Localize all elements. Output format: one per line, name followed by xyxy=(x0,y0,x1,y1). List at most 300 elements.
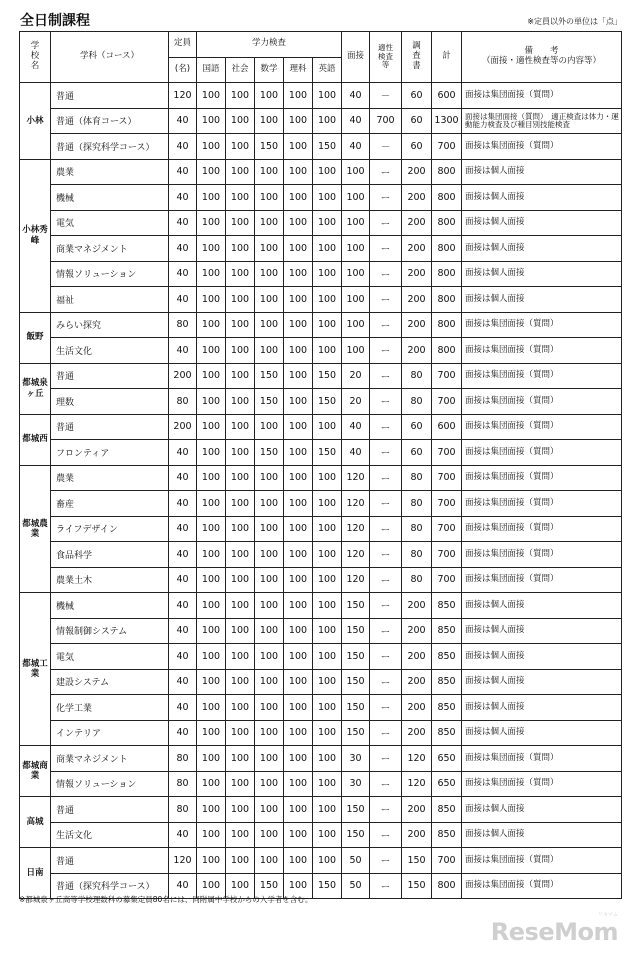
total-cell: 700 xyxy=(432,389,462,415)
capacity-cell: 80 xyxy=(169,771,197,797)
school-name-cell: 日南 xyxy=(20,848,51,899)
interview-cell: 100 xyxy=(342,312,370,338)
dept-cell: 機械 xyxy=(51,593,169,619)
score-japanese-cell: 100 xyxy=(197,746,226,772)
score-social-cell: 100 xyxy=(226,797,255,823)
school-name-cell: 高城 xyxy=(20,797,51,848)
report-cell: 60 xyxy=(402,134,432,160)
score-social-cell: 100 xyxy=(226,848,255,874)
header-subject-japanese: 国語 xyxy=(197,57,226,83)
interview-cell: 120 xyxy=(342,516,370,542)
report-cell: 200 xyxy=(402,797,432,823)
score-english-cell: 100 xyxy=(313,618,342,644)
interview-cell: 150 xyxy=(342,797,370,823)
score-japanese-cell: 100 xyxy=(197,363,226,389)
table-row xyxy=(20,848,622,874)
score-social-cell: 100 xyxy=(226,210,255,236)
school-name-cell: 小林秀峰 xyxy=(20,159,51,312)
exam-score-table xyxy=(19,31,622,899)
score-japanese-cell: 100 xyxy=(197,848,226,874)
remark-cell: 面接は集団面接（質問） xyxy=(462,363,622,389)
score-math-cell: 150 xyxy=(255,873,284,899)
score-social-cell: 100 xyxy=(226,873,255,899)
score-japanese-cell: 100 xyxy=(197,159,226,185)
score-math-cell: 100 xyxy=(255,593,284,619)
report-cell: 150 xyxy=(402,873,432,899)
school-name-cell: 都城泉ヶ丘 xyxy=(20,363,51,414)
table-row xyxy=(20,797,622,823)
interview-cell: 100 xyxy=(342,287,370,313)
score-science-cell: 100 xyxy=(284,261,313,287)
table-row xyxy=(20,491,622,517)
score-social-cell: 100 xyxy=(226,236,255,262)
capacity-cell: 40 xyxy=(169,593,197,619)
score-science-cell: 100 xyxy=(284,593,313,619)
header-total: 計 xyxy=(432,32,462,83)
table-row xyxy=(20,695,622,721)
score-math-cell: 100 xyxy=(255,465,284,491)
capacity-cell: 40 xyxy=(169,210,197,236)
dept-cell: 商業マネジメント xyxy=(51,746,169,772)
dept-cell: 普通 xyxy=(51,363,169,389)
interview-cell: 150 xyxy=(342,618,370,644)
total-cell: 600 xyxy=(432,414,462,440)
score-science-cell: 100 xyxy=(284,797,313,823)
report-cell: 60 xyxy=(402,108,432,134)
interview-cell: 20 xyxy=(342,363,370,389)
score-english-cell: 100 xyxy=(313,210,342,236)
page-title: 全日制課程 xyxy=(20,13,90,29)
report-cell: 200 xyxy=(402,210,432,236)
score-english-cell: 100 xyxy=(313,287,342,313)
table-row xyxy=(20,159,622,185)
score-social-cell: 100 xyxy=(226,491,255,517)
table-body xyxy=(20,83,622,899)
score-japanese-cell: 100 xyxy=(197,236,226,262)
score-english-cell: 150 xyxy=(313,363,342,389)
total-cell: 1300 xyxy=(432,108,462,134)
aptitude-cell: ー xyxy=(370,771,402,797)
report-cell: 200 xyxy=(402,593,432,619)
school-name-cell: 都城西 xyxy=(20,414,51,465)
remark-cell: 面接は集団面接（質問） xyxy=(462,83,622,109)
report-cell: 200 xyxy=(402,312,432,338)
table-row xyxy=(20,414,622,440)
score-social-cell: 100 xyxy=(226,363,255,389)
capacity-cell: 80 xyxy=(169,389,197,415)
capacity-cell: 40 xyxy=(169,644,197,670)
score-science-cell: 100 xyxy=(284,822,313,848)
capacity-cell: 40 xyxy=(169,516,197,542)
score-english-cell: 100 xyxy=(313,720,342,746)
score-social-cell: 100 xyxy=(226,185,255,211)
header-subject-social: 社会 xyxy=(226,57,255,83)
remark-cell: 面接は個人面接 xyxy=(462,618,622,644)
dept-cell: 畜産 xyxy=(51,491,169,517)
aptitude-cell: ー xyxy=(370,363,402,389)
score-math-cell: 100 xyxy=(255,83,284,109)
dept-cell: 情報制御システム xyxy=(51,618,169,644)
score-social-cell: 100 xyxy=(226,261,255,287)
dept-cell: 普通 xyxy=(51,83,169,109)
score-social-cell: 100 xyxy=(226,771,255,797)
score-science-cell: 100 xyxy=(284,873,313,899)
score-science-cell: 100 xyxy=(284,236,313,262)
aptitude-cell: ー xyxy=(370,389,402,415)
capacity-cell: 40 xyxy=(169,465,197,491)
total-cell: 850 xyxy=(432,797,462,823)
capacity-cell: 40 xyxy=(169,440,197,466)
score-japanese-cell: 100 xyxy=(197,312,226,338)
table-row xyxy=(20,236,622,262)
report-cell: 80 xyxy=(402,389,432,415)
score-math-cell: 100 xyxy=(255,848,284,874)
report-cell: 200 xyxy=(402,236,432,262)
score-math-cell: 100 xyxy=(255,771,284,797)
aptitude-cell: ー xyxy=(370,873,402,899)
report-cell: 80 xyxy=(402,465,432,491)
score-english-cell: 100 xyxy=(313,414,342,440)
school-name-cell: 小林 xyxy=(20,83,51,160)
report-cell: 80 xyxy=(402,363,432,389)
score-social-cell: 100 xyxy=(226,822,255,848)
capacity-cell: 80 xyxy=(169,797,197,823)
interview-cell: 40 xyxy=(342,134,370,160)
aptitude-cell: ー xyxy=(370,746,402,772)
score-english-cell: 100 xyxy=(313,185,342,211)
remark-cell: 面接は個人面接 xyxy=(462,593,622,619)
aptitude-cell: ー xyxy=(370,567,402,593)
remark-cell: 面接は集団面接（質問） xyxy=(462,542,622,568)
score-english-cell: 100 xyxy=(313,644,342,670)
school-name-cell: 都城工業 xyxy=(20,593,51,746)
report-cell: 150 xyxy=(402,848,432,874)
score-japanese-cell: 100 xyxy=(197,210,226,236)
remark-cell: 面接は個人面接 xyxy=(462,261,622,287)
score-japanese-cell: 100 xyxy=(197,287,226,313)
total-cell: 850 xyxy=(432,720,462,746)
interview-cell: 120 xyxy=(342,465,370,491)
score-science-cell: 100 xyxy=(284,491,313,517)
score-social-cell: 100 xyxy=(226,516,255,542)
remark-cell: 面接は個人面接 xyxy=(462,822,622,848)
remark-cell: 面接は集団面接（質問） xyxy=(462,516,622,542)
header-interview: 面接 xyxy=(342,32,370,83)
remark-cell: 面接は集団面接（質問） xyxy=(462,567,622,593)
capacity-cell: 120 xyxy=(169,83,197,109)
score-social-cell: 100 xyxy=(226,440,255,466)
score-math-cell: 100 xyxy=(255,516,284,542)
remark-cell: 面接は集団面接（質問） 適正検査は体力・運動能力検査及び種目別技能検査 xyxy=(462,108,622,134)
score-japanese-cell: 100 xyxy=(197,873,226,899)
interview-cell: 150 xyxy=(342,720,370,746)
report-cell: 200 xyxy=(402,287,432,313)
total-cell: 700 xyxy=(432,491,462,517)
score-english-cell: 100 xyxy=(313,159,342,185)
score-english-cell: 100 xyxy=(313,491,342,517)
dept-cell: 普通 xyxy=(51,848,169,874)
interview-cell: 40 xyxy=(342,83,370,109)
capacity-cell: 40 xyxy=(169,338,197,364)
header-aptitude: 適性検査等 xyxy=(370,32,402,83)
score-math-cell: 100 xyxy=(255,185,284,211)
total-cell: 700 xyxy=(432,567,462,593)
score-english-cell: 150 xyxy=(313,389,342,415)
dept-cell: 普通（探究科学コース） xyxy=(51,134,169,160)
score-science-cell: 100 xyxy=(284,516,313,542)
score-math-cell: 100 xyxy=(255,338,284,364)
score-japanese-cell: 100 xyxy=(197,771,226,797)
capacity-cell: 40 xyxy=(169,542,197,568)
total-cell: 700 xyxy=(432,848,462,874)
dept-cell: 理数 xyxy=(51,389,169,415)
score-math-cell: 100 xyxy=(255,542,284,568)
score-english-cell: 100 xyxy=(313,822,342,848)
interview-cell: 100 xyxy=(342,185,370,211)
remark-cell: 面接は集団面接（質問） xyxy=(462,134,622,160)
total-cell: 800 xyxy=(432,185,462,211)
score-science-cell: 100 xyxy=(284,720,313,746)
score-japanese-cell: 100 xyxy=(197,516,226,542)
report-cell: 80 xyxy=(402,567,432,593)
report-cell: 80 xyxy=(402,491,432,517)
remark-cell: 面接は集団面接（質問） xyxy=(462,746,622,772)
capacity-cell: 40 xyxy=(169,720,197,746)
score-science-cell: 100 xyxy=(284,644,313,670)
score-japanese-cell: 100 xyxy=(197,338,226,364)
aptitude-cell: ー xyxy=(370,210,402,236)
aptitude-cell: ー xyxy=(370,644,402,670)
score-science-cell: 100 xyxy=(284,108,313,134)
table-row xyxy=(20,134,622,160)
capacity-cell: 40 xyxy=(169,134,197,160)
table-row xyxy=(20,261,622,287)
score-science-cell: 100 xyxy=(284,414,313,440)
school-name-cell: 飯野 xyxy=(20,312,51,363)
score-math-cell: 100 xyxy=(255,312,284,338)
remark-cell: 面接は集団面接（質問） xyxy=(462,338,622,364)
logo-subtext: リセマム xyxy=(598,912,618,918)
aptitude-cell: ー xyxy=(370,669,402,695)
remark-cell: 面接は個人面接 xyxy=(462,720,622,746)
score-english-cell: 100 xyxy=(313,797,342,823)
interview-cell: 20 xyxy=(342,389,370,415)
score-science-cell: 100 xyxy=(284,159,313,185)
score-science-cell: 100 xyxy=(284,363,313,389)
dept-cell: 農業 xyxy=(51,159,169,185)
score-social-cell: 100 xyxy=(226,644,255,670)
report-cell: 200 xyxy=(402,669,432,695)
score-science-cell: 100 xyxy=(284,185,313,211)
score-japanese-cell: 100 xyxy=(197,695,226,721)
capacity-cell: 40 xyxy=(169,873,197,899)
report-cell: 120 xyxy=(402,746,432,772)
capacity-cell: 40 xyxy=(169,618,197,644)
total-cell: 800 xyxy=(432,236,462,262)
interview-cell: 50 xyxy=(342,848,370,874)
remark-cell: 面接は集団面接（質問） xyxy=(462,848,622,874)
score-social-cell: 100 xyxy=(226,720,255,746)
total-cell: 800 xyxy=(432,338,462,364)
total-cell: 800 xyxy=(432,210,462,236)
remark-cell: 面接は集団面接（質問） xyxy=(462,414,622,440)
report-cell: 200 xyxy=(402,261,432,287)
aptitude-cell: ー xyxy=(370,848,402,874)
table-row xyxy=(20,363,622,389)
header-school: 学校名 xyxy=(20,32,51,83)
score-social-cell: 100 xyxy=(226,312,255,338)
score-english-cell: 150 xyxy=(313,440,342,466)
score-english-cell: 100 xyxy=(313,338,342,364)
report-cell: 200 xyxy=(402,644,432,670)
report-cell: 200 xyxy=(402,185,432,211)
dept-cell: インテリア xyxy=(51,720,169,746)
score-english-cell: 100 xyxy=(313,516,342,542)
score-english-cell: 100 xyxy=(313,465,342,491)
report-cell: 60 xyxy=(402,440,432,466)
header-report: 調査書 xyxy=(402,32,432,83)
report-cell: 200 xyxy=(402,159,432,185)
score-math-cell: 100 xyxy=(255,287,284,313)
dept-cell: みらい探究 xyxy=(51,312,169,338)
score-japanese-cell: 100 xyxy=(197,644,226,670)
dept-cell: フロンティア xyxy=(51,440,169,466)
score-social-cell: 100 xyxy=(226,669,255,695)
score-science-cell: 100 xyxy=(284,771,313,797)
unit-note: ※定員以外の単位は「点」 xyxy=(527,17,622,26)
score-english-cell: 100 xyxy=(313,567,342,593)
interview-cell: 40 xyxy=(342,108,370,134)
score-japanese-cell: 100 xyxy=(197,618,226,644)
header-academic: 学力検査 xyxy=(197,32,342,58)
aptitude-cell: ー xyxy=(370,236,402,262)
score-english-cell: 100 xyxy=(313,312,342,338)
dept-cell: 化学工業 xyxy=(51,695,169,721)
score-science-cell: 100 xyxy=(284,83,313,109)
header-capacity: 定員 xyxy=(169,32,197,58)
interview-cell: 100 xyxy=(342,261,370,287)
aptitude-cell: ー xyxy=(370,797,402,823)
dept-cell: 情報ソリューション xyxy=(51,261,169,287)
table-row xyxy=(20,185,622,211)
table-row xyxy=(20,822,622,848)
table-row xyxy=(20,83,622,109)
header-subject-math: 数学 xyxy=(255,57,284,83)
table-row xyxy=(20,287,622,313)
score-japanese-cell: 100 xyxy=(197,593,226,619)
remark-cell: 面接は個人面接 xyxy=(462,287,622,313)
score-math-cell: 100 xyxy=(255,746,284,772)
capacity-cell: 200 xyxy=(169,363,197,389)
capacity-cell: 40 xyxy=(169,261,197,287)
total-cell: 700 xyxy=(432,363,462,389)
score-japanese-cell: 100 xyxy=(197,440,226,466)
score-math-cell: 100 xyxy=(255,669,284,695)
score-math-cell: 150 xyxy=(255,134,284,160)
capacity-cell: 40 xyxy=(169,287,197,313)
score-japanese-cell: 100 xyxy=(197,491,226,517)
score-japanese-cell: 100 xyxy=(197,542,226,568)
total-cell: 800 xyxy=(432,159,462,185)
interview-cell: 150 xyxy=(342,669,370,695)
dept-cell: 農業 xyxy=(51,465,169,491)
score-science-cell: 100 xyxy=(284,287,313,313)
score-english-cell: 100 xyxy=(313,593,342,619)
dept-cell: 商業マネジメント xyxy=(51,236,169,262)
dept-cell: 普通（探究科学コース） xyxy=(51,873,169,899)
table-row xyxy=(20,108,622,134)
capacity-cell: 80 xyxy=(169,746,197,772)
table-row xyxy=(20,593,622,619)
score-social-cell: 100 xyxy=(226,287,255,313)
interview-cell: 120 xyxy=(342,542,370,568)
capacity-cell: 40 xyxy=(169,695,197,721)
score-social-cell: 100 xyxy=(226,567,255,593)
aptitude-cell: ー xyxy=(370,465,402,491)
score-social-cell: 100 xyxy=(226,746,255,772)
score-social-cell: 100 xyxy=(226,389,255,415)
score-japanese-cell: 100 xyxy=(197,720,226,746)
score-english-cell: 100 xyxy=(313,261,342,287)
score-math-cell: 100 xyxy=(255,210,284,236)
header-capacity-unit: (名) xyxy=(169,57,197,83)
table-row xyxy=(20,542,622,568)
table-row xyxy=(20,771,622,797)
report-cell: 60 xyxy=(402,414,432,440)
score-science-cell: 100 xyxy=(284,848,313,874)
score-japanese-cell: 100 xyxy=(197,185,226,211)
dept-cell: 電気 xyxy=(51,210,169,236)
score-english-cell: 100 xyxy=(313,771,342,797)
table-row xyxy=(20,210,622,236)
score-science-cell: 100 xyxy=(284,618,313,644)
table-row xyxy=(20,440,622,466)
header-subject-english: 英語 xyxy=(313,57,342,83)
dept-cell: 農業土木 xyxy=(51,567,169,593)
remark-cell: 面接は個人面接 xyxy=(462,644,622,670)
school-name-cell: 都城商業 xyxy=(20,746,51,797)
remark-cell: 面接は個人面接 xyxy=(462,669,622,695)
remark-cell: 面接は個人面接 xyxy=(462,695,622,721)
score-japanese-cell: 100 xyxy=(197,83,226,109)
score-social-cell: 100 xyxy=(226,465,255,491)
remark-cell: 面接は集団面接（質問） xyxy=(462,389,622,415)
total-cell: 700 xyxy=(432,134,462,160)
school-name-cell: 都城農業 xyxy=(20,465,51,593)
header-subject-science: 理科 xyxy=(284,57,313,83)
remark-cell: 面接は個人面接 xyxy=(462,185,622,211)
score-math-cell: 100 xyxy=(255,720,284,746)
interview-cell: 150 xyxy=(342,695,370,721)
table-row xyxy=(20,720,622,746)
capacity-cell: 40 xyxy=(169,822,197,848)
total-cell: 650 xyxy=(432,746,462,772)
score-science-cell: 100 xyxy=(284,312,313,338)
report-cell: 200 xyxy=(402,720,432,746)
score-social-cell: 100 xyxy=(226,108,255,134)
score-japanese-cell: 100 xyxy=(197,108,226,134)
score-japanese-cell: 100 xyxy=(197,389,226,415)
remark-cell: 面接は個人面接 xyxy=(462,210,622,236)
score-science-cell: 100 xyxy=(284,669,313,695)
score-social-cell: 100 xyxy=(226,618,255,644)
dept-cell: 普通（体育コース） xyxy=(51,108,169,134)
score-science-cell: 100 xyxy=(284,134,313,160)
total-cell: 700 xyxy=(432,440,462,466)
interview-cell: 150 xyxy=(342,822,370,848)
interview-cell: 50 xyxy=(342,873,370,899)
report-cell: 200 xyxy=(402,618,432,644)
